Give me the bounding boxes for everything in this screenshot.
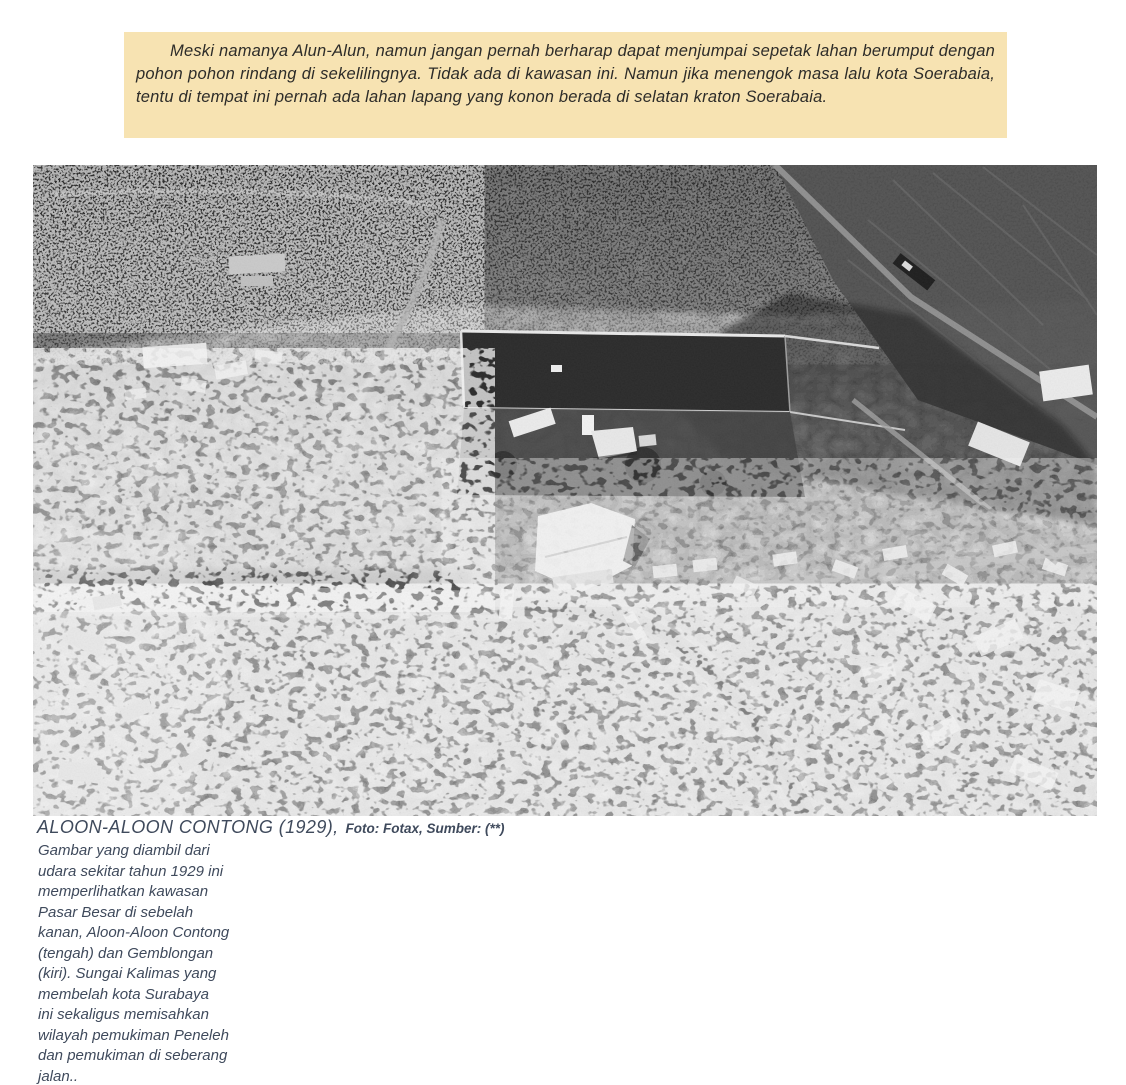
description-line: jalan.. [38,1067,79,1085]
photo-caption [37,817,505,838]
aerial-photo [33,165,1097,816]
description-line: membelah kota Surabaya [38,985,209,1003]
description-line: Pasar Besar di sebelah [38,903,194,921]
caption-title: ALOON-ALOON CONTONG (1929), [37,817,339,837]
film-grain [33,165,1097,816]
description-line: (kiri). Sungai Kalimas yang [38,965,217,982]
intro-paragraph: Meski namanya Alun-Alun, namun jangan pernah berharap dapat menjumpai sepetak lahan berumput dengan pohon pohon rindang di sekelilingnya. Tidak ada di kawasan ini. Namun jika menengok masa lalu kota Soerabaia, tentu di tempat ini pernah ada lahan lapang yang konon berada di selatan kraton Soerabaia. [136,42,995,106]
description-line: wilayah pemukiman Peneleh [38,1026,229,1044]
photo-description [38,841,268,1085]
description-line: Gambar yang diambil dari [38,842,210,859]
description-line: (tengah) dan Gemblongan [38,944,214,962]
description-line: kanan, Aloon-Aloon Contong [38,924,230,941]
caption-credit: Foto: Fotax, Sumber: (**) [345,821,505,836]
description-line: memperlihatkan kawasan [38,883,209,900]
description-line: ini sekaligus memisahkan [38,1006,209,1023]
intro-highlight-box [124,32,1007,138]
description-line: udara sekitar tahun 1929 ini [38,862,224,880]
aerial-photo-canvas [33,165,1097,816]
description-line: dan pemukiman di seberang [38,1047,228,1064]
